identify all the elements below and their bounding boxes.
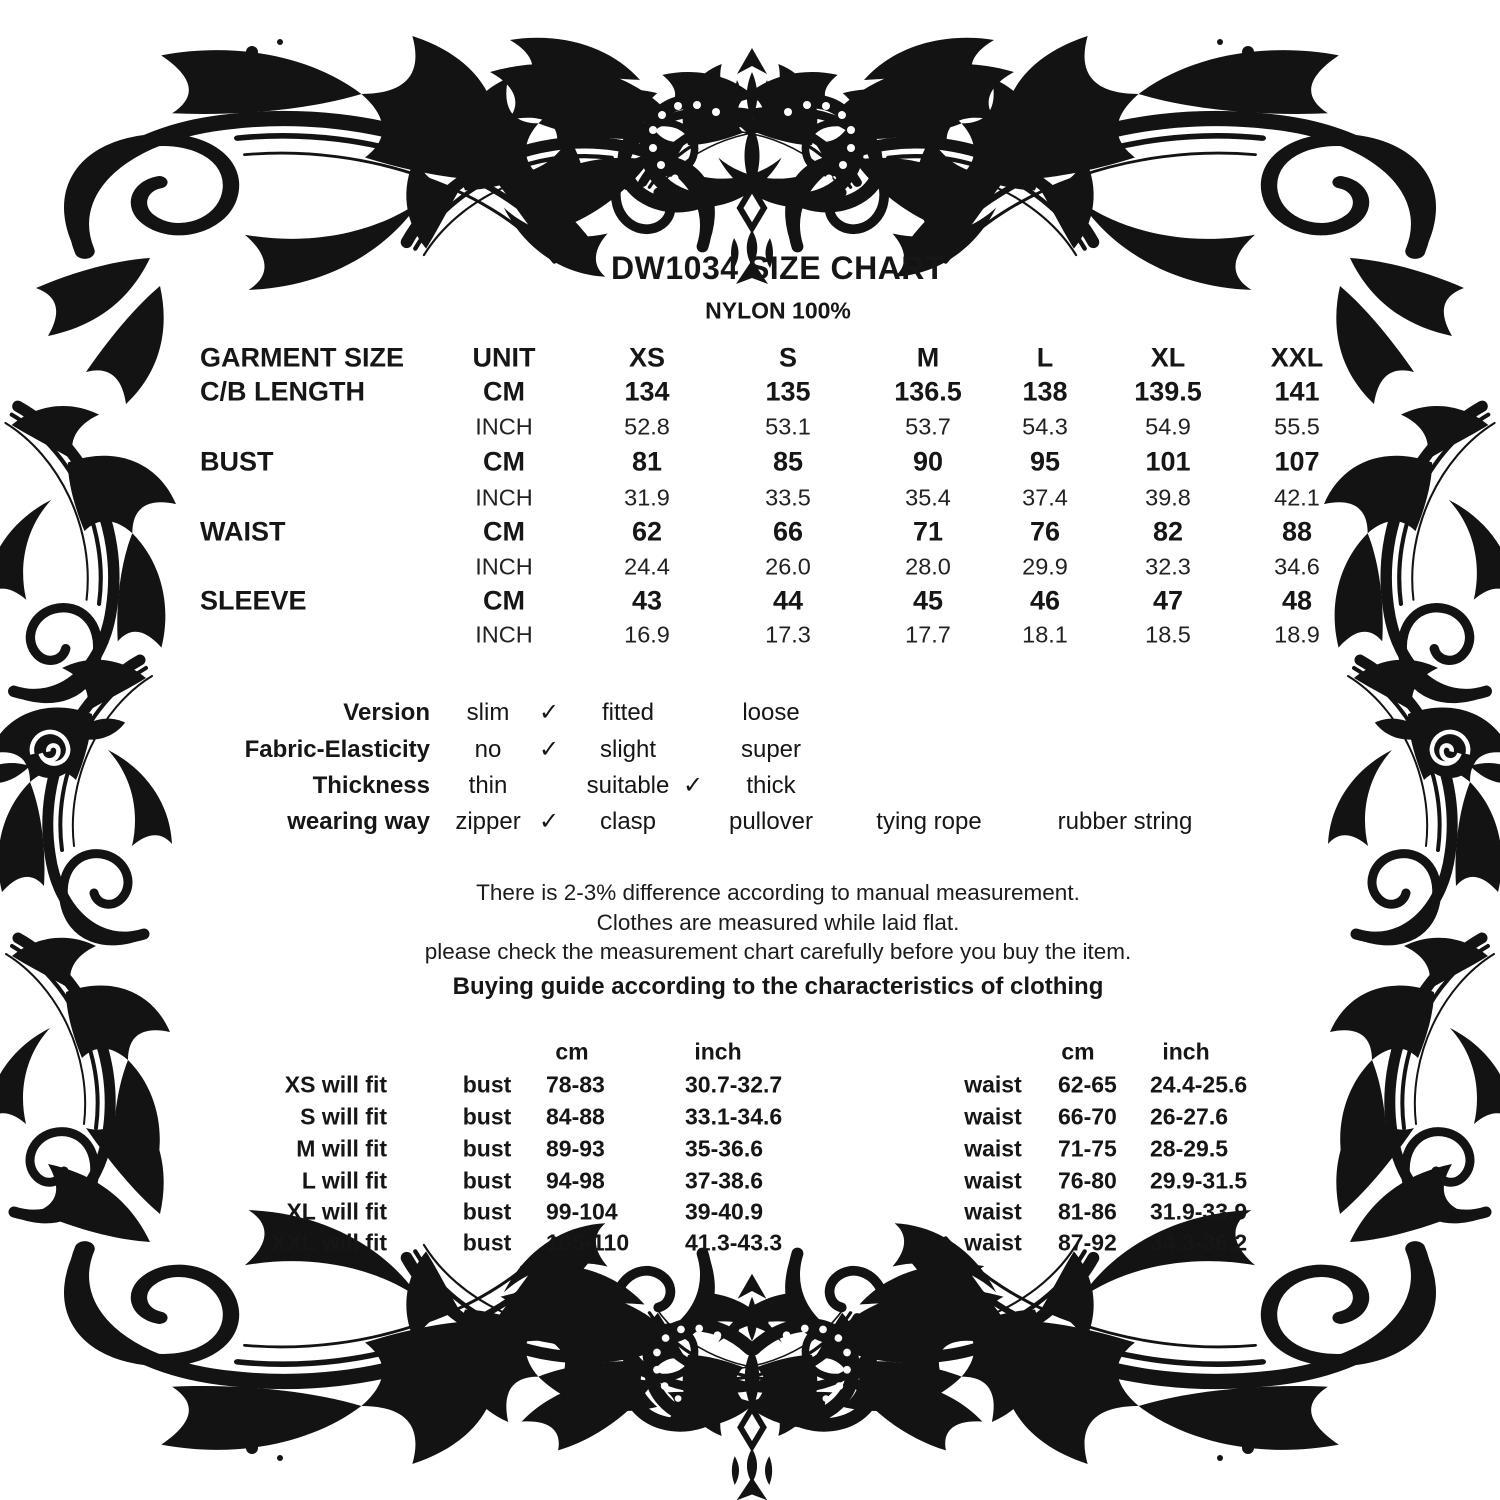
- fit-cm: 105-110: [546, 1229, 630, 1256]
- row-label: SLEEVE: [200, 585, 307, 616]
- fit-inch: 39-40.9: [685, 1198, 764, 1225]
- fit-part: bust: [462, 1167, 512, 1194]
- fit-part: waist: [964, 1198, 1022, 1225]
- fit-cm: 94-98: [546, 1167, 605, 1194]
- value-cell: 52.8: [624, 413, 670, 440]
- value-cell: 35.4: [905, 484, 951, 511]
- note-line: There is 2-3% difference according to manual measurement.: [476, 879, 1080, 905]
- fit-part: waist: [964, 1167, 1022, 1194]
- value-cell: 26.0: [765, 553, 811, 580]
- fit-cm: 78-83: [546, 1071, 605, 1098]
- value-cell: 54.9: [1145, 413, 1191, 440]
- buying-guide-heading: Buying guide according to the characteristics of clothing: [452, 973, 1104, 1000]
- fit-size: S will fit: [300, 1103, 387, 1130]
- attr-option: thin: [468, 772, 508, 799]
- value-cell: 95: [1029, 446, 1061, 477]
- attr-option: super: [740, 736, 802, 763]
- value-cell: 54.3: [1022, 413, 1068, 440]
- fit-size: XL will fit: [286, 1198, 387, 1225]
- value-cell: 44: [772, 585, 804, 616]
- unit-cell: CM: [483, 376, 525, 407]
- attr-option: suitable: [586, 772, 670, 799]
- value-cell: 18.9: [1274, 621, 1320, 648]
- fit-cm: 87-92: [1058, 1229, 1117, 1256]
- fit-part: bust: [462, 1229, 512, 1256]
- unit-cell: INCH: [475, 413, 533, 440]
- value-cell: 29.9: [1022, 553, 1068, 580]
- value-cell: 42.1: [1274, 484, 1320, 511]
- value-cell: 138: [1022, 376, 1068, 407]
- fit-cm: 76-80: [1058, 1167, 1117, 1194]
- value-cell: 45: [912, 585, 944, 616]
- value-cell: 32.3: [1145, 553, 1191, 580]
- value-cell: 90: [912, 446, 944, 477]
- value-cell: 71: [912, 516, 944, 547]
- fit-part: waist: [964, 1103, 1022, 1130]
- attr-option: slim: [466, 699, 510, 726]
- fit-size: XS will fit: [284, 1071, 387, 1098]
- value-cell: 17.7: [905, 621, 951, 648]
- fit-size: M will fit: [296, 1135, 387, 1162]
- value-cell: 47: [1152, 585, 1184, 616]
- fit-inch: 34.3-36.2: [1150, 1229, 1248, 1256]
- fit-part: waist: [964, 1229, 1022, 1256]
- value-cell: 18.1: [1022, 621, 1068, 648]
- fit-part: bust: [462, 1071, 512, 1098]
- col-header-inch: inch: [1162, 1038, 1210, 1065]
- fit-part: bust: [462, 1198, 512, 1225]
- attr-option: no: [474, 736, 502, 763]
- fit-inch: 28-29.5: [1150, 1135, 1229, 1162]
- attr-option: fitted: [601, 699, 655, 726]
- attr-option: slight: [599, 736, 657, 763]
- fit-cm: 66-70: [1058, 1103, 1117, 1130]
- value-cell: 135: [765, 376, 811, 407]
- col-header-cm: cm: [555, 1038, 589, 1065]
- fit-size: XXL will fit: [271, 1229, 387, 1256]
- attr-option: loose: [742, 699, 800, 726]
- fit-inch: 35-36.6: [685, 1135, 764, 1162]
- value-cell: 82: [1152, 516, 1184, 547]
- checkmark-icon: ✓: [538, 736, 560, 763]
- value-cell: 53.1: [765, 413, 811, 440]
- note-line: Clothes are measured while laid flat.: [596, 909, 960, 935]
- attr-option: clasp: [599, 808, 657, 835]
- value-cell: 88: [1281, 516, 1313, 547]
- value-cell: 39.8: [1145, 484, 1191, 511]
- fit-part: bust: [462, 1135, 512, 1162]
- col-header-m: M: [916, 342, 940, 373]
- fit-size: L will fit: [301, 1167, 387, 1194]
- unit-cell: CM: [483, 585, 525, 616]
- unit-cell: INCH: [475, 553, 533, 580]
- fit-cm: 81-86: [1058, 1198, 1117, 1225]
- value-cell: 33.5: [765, 484, 811, 511]
- attr-option: tying rope: [876, 808, 982, 835]
- unit-cell: CM: [483, 516, 525, 547]
- attr-option: rubber string: [1057, 808, 1193, 835]
- fit-inch: 26-27.6: [1150, 1103, 1229, 1130]
- attr-option: zipper: [455, 808, 521, 835]
- col-header-xs: XS: [628, 342, 666, 373]
- unit-cell: INCH: [475, 484, 533, 511]
- attr-label-thickness: Thickness: [312, 772, 430, 799]
- checkmark-icon: ✓: [682, 772, 704, 799]
- value-cell: 85: [772, 446, 804, 477]
- value-cell: 76: [1029, 516, 1061, 547]
- value-cell: 55.5: [1274, 413, 1320, 440]
- fit-inch: 30.7-32.7: [685, 1071, 783, 1098]
- value-cell: 53.7: [905, 413, 951, 440]
- unit-cell: CM: [483, 446, 525, 477]
- attr-option: thick: [746, 772, 796, 799]
- value-cell: 139.5: [1134, 376, 1202, 407]
- value-cell: 31.9: [624, 484, 670, 511]
- fit-part: bust: [462, 1103, 512, 1130]
- value-cell: 34.6: [1274, 553, 1320, 580]
- attr-label-fabric-elasticity: Fabric-Elasticity: [244, 736, 430, 763]
- row-label: BUST: [200, 446, 274, 477]
- fit-inch: 31.9-33.9: [1150, 1198, 1248, 1225]
- value-cell: 17.3: [765, 621, 811, 648]
- row-label: WAIST: [200, 516, 286, 547]
- value-cell: 101: [1145, 446, 1191, 477]
- value-cell: 28.0: [905, 553, 951, 580]
- fit-part: waist: [964, 1071, 1022, 1098]
- attr-option: pullover: [728, 808, 814, 835]
- col-header-s: S: [778, 342, 798, 373]
- value-cell: 66: [772, 516, 804, 547]
- fit-inch: 29.9-31.5: [1150, 1167, 1248, 1194]
- page-subtitle: NYLON 100%: [705, 297, 851, 324]
- fit-inch: 24.4-25.6: [1150, 1071, 1248, 1098]
- value-cell: 134: [624, 376, 670, 407]
- value-cell: 43: [631, 585, 663, 616]
- value-cell: 136.5: [894, 376, 962, 407]
- page-title: DW1034 SIZE CHART: [611, 250, 945, 286]
- value-cell: 48: [1281, 585, 1313, 616]
- fit-cm: 62-65: [1058, 1071, 1117, 1098]
- fit-inch: 41.3-43.3: [685, 1229, 783, 1256]
- fit-cm: 89-93: [546, 1135, 605, 1162]
- value-cell: 81: [631, 446, 663, 477]
- fit-cm: 71-75: [1058, 1135, 1117, 1162]
- fit-cm: 99-104: [546, 1198, 618, 1225]
- col-header-xxl: XXL: [1270, 342, 1324, 373]
- value-cell: 24.4: [624, 553, 670, 580]
- checkmark-icon: ✓: [538, 808, 560, 835]
- value-cell: 62: [631, 516, 663, 547]
- row-label: C/B LENGTH: [200, 376, 365, 407]
- attr-label-wearing-way: wearing way: [287, 808, 430, 835]
- note-line: please check the measurement chart carefully before you buy the item.: [424, 938, 1132, 964]
- col-header-l: L: [1036, 342, 1054, 373]
- col-header-cm: cm: [1061, 1038, 1095, 1065]
- value-cell: 107: [1274, 446, 1320, 477]
- fit-cm: 84-88: [546, 1103, 605, 1130]
- col-header-unit: UNIT: [472, 342, 536, 373]
- value-cell: 46: [1029, 585, 1061, 616]
- value-cell: 141: [1274, 376, 1320, 407]
- fit-inch: 37-38.6: [685, 1167, 764, 1194]
- value-cell: 18.5: [1145, 621, 1191, 648]
- unit-cell: INCH: [475, 621, 533, 648]
- col-header-inch: inch: [694, 1038, 742, 1065]
- fit-inch: 33.1-34.6: [685, 1103, 783, 1130]
- value-cell: 37.4: [1022, 484, 1068, 511]
- attr-label-version: Version: [343, 699, 430, 726]
- checkmark-icon: ✓: [538, 699, 560, 726]
- fit-part: waist: [964, 1135, 1022, 1162]
- col-header-garment-size: GARMENT SIZE: [200, 342, 405, 373]
- col-header-xl: XL: [1150, 342, 1186, 373]
- value-cell: 16.9: [624, 621, 670, 648]
